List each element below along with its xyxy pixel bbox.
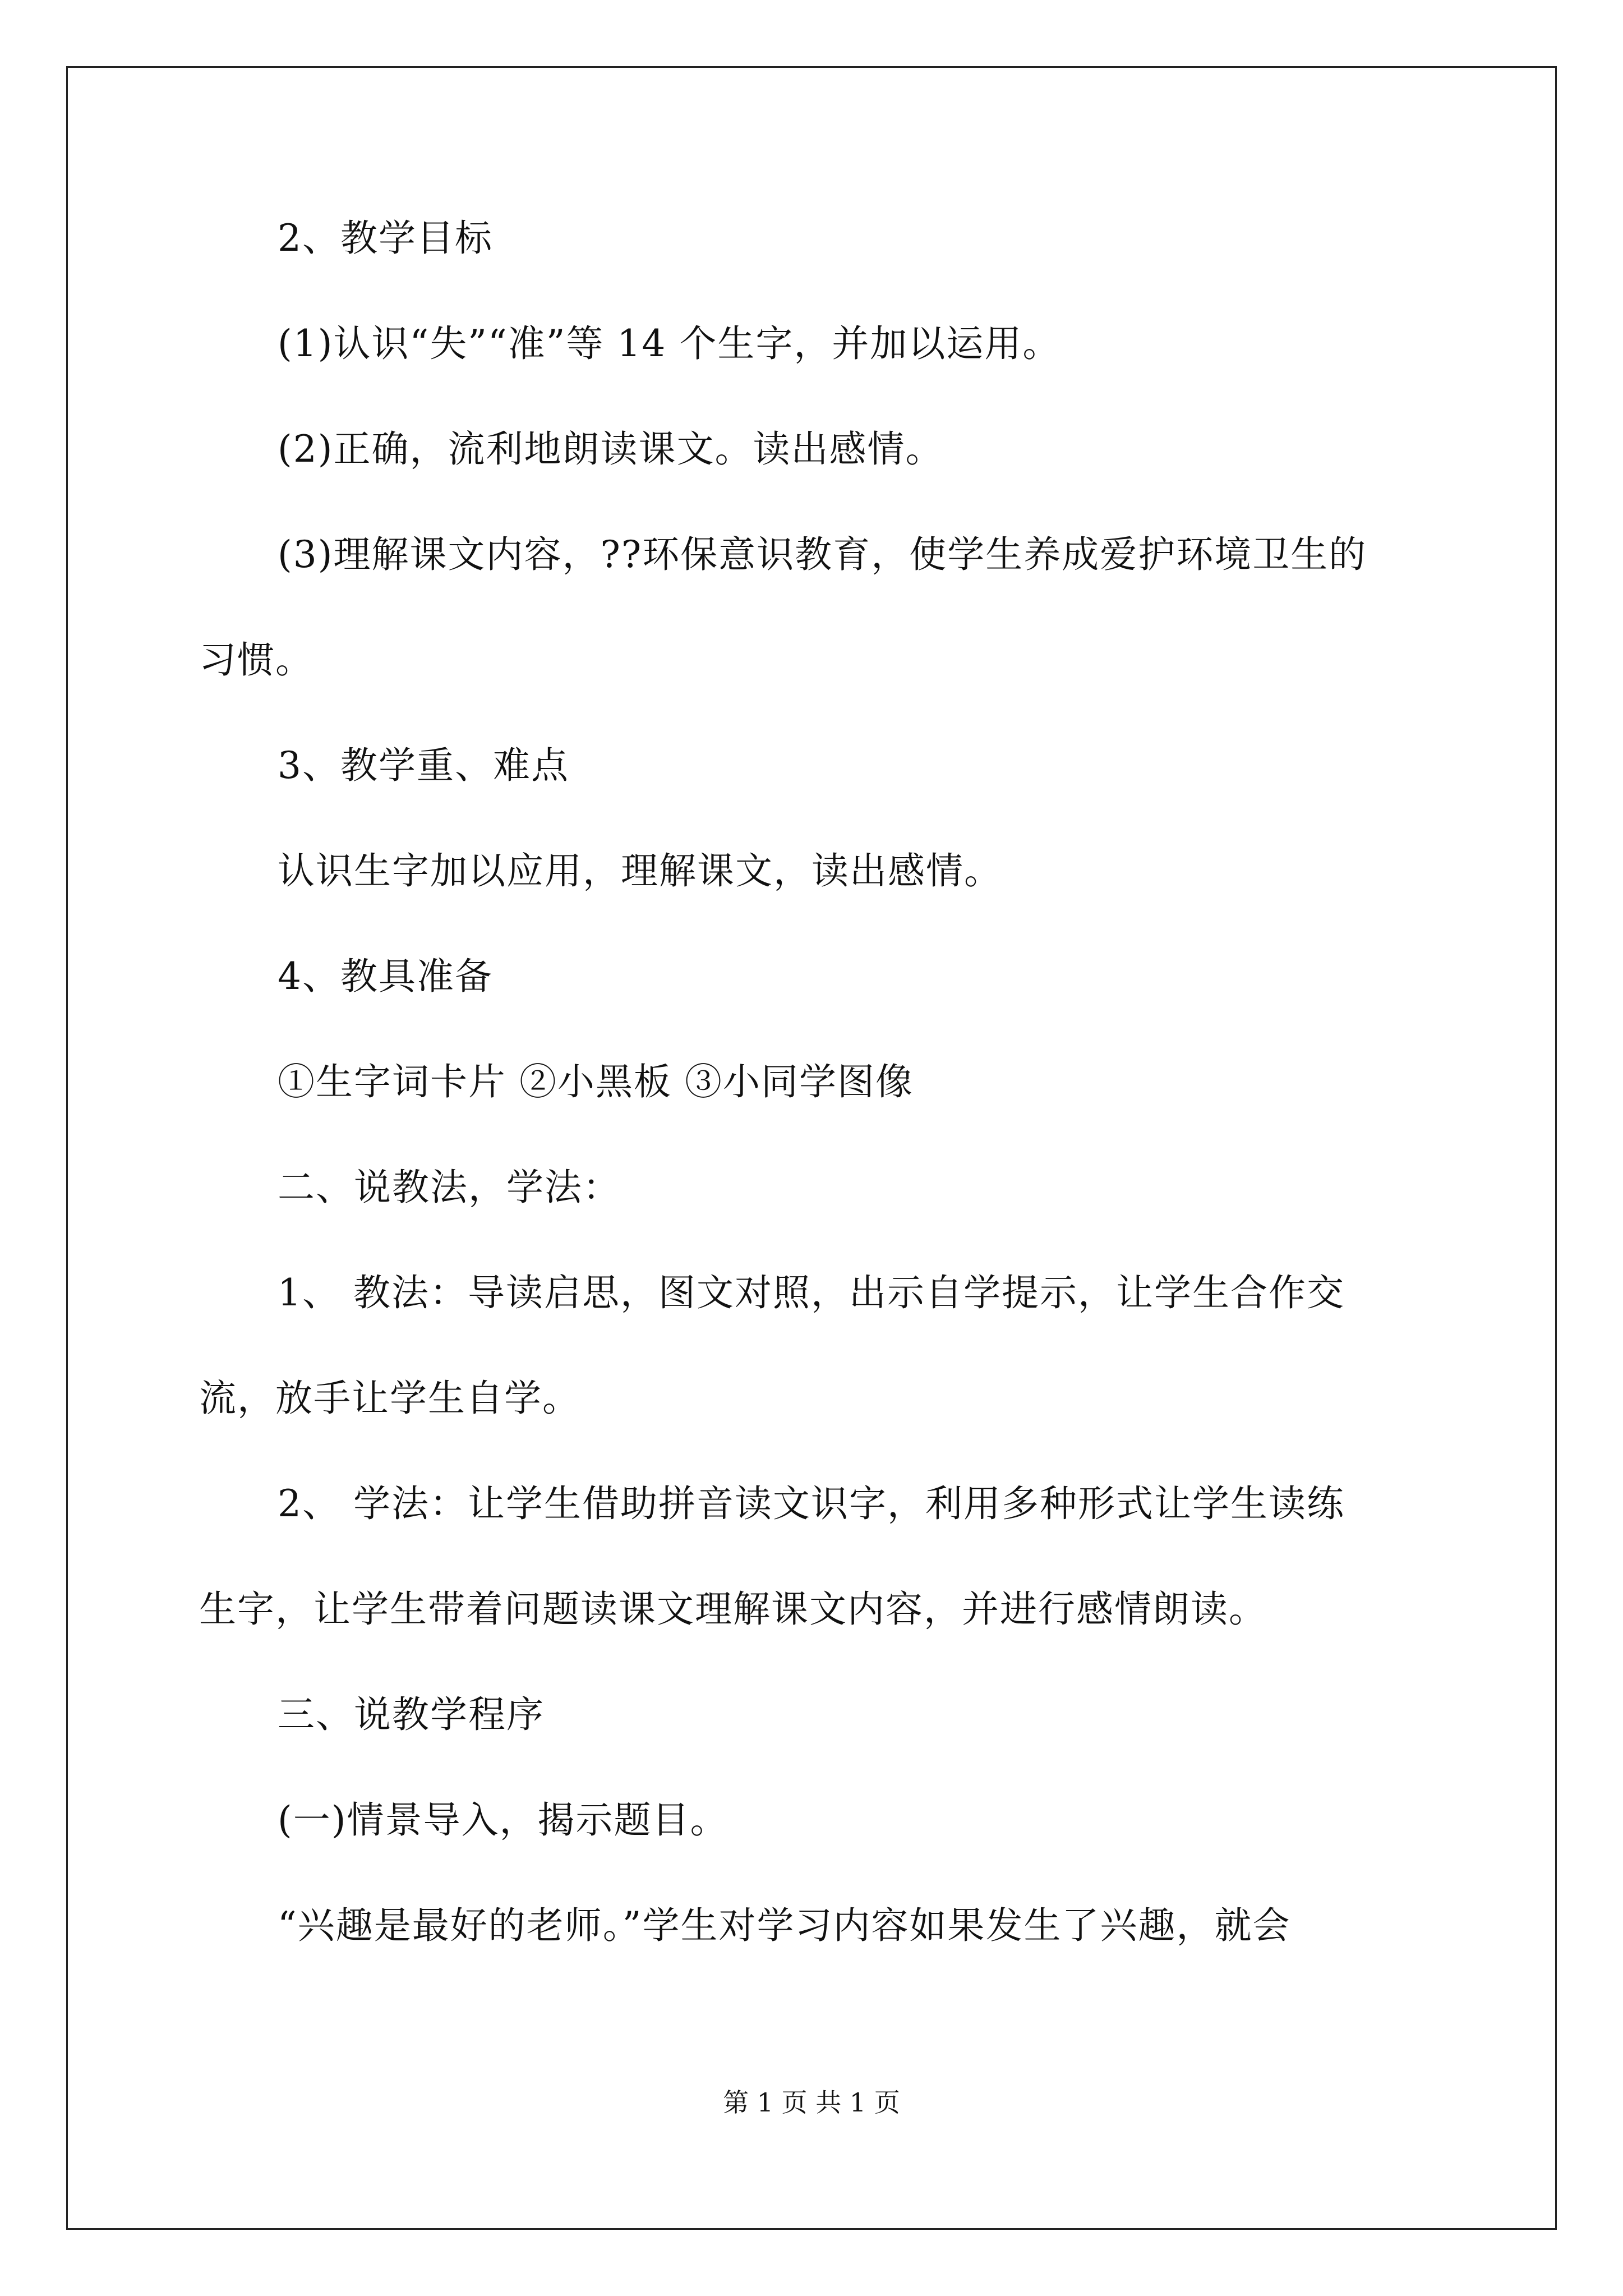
paragraph-learning-method: 2、 学法：让学生借助拼音读文识字，利用多种形式让学生读练 — [278, 1482, 1345, 1525]
heading-teaching-goals: 2、教学目标 — [278, 217, 493, 260]
paragraph-teaching-aids: ①生字词卡片 ②小黑板 ③小同学图像 — [278, 1060, 914, 1103]
paragraph-learning-method-continued: 生字，让学生带着问题读课文理解课文内容，并进行感情朗读。 — [199, 1588, 1267, 1631]
heading-key-points: 3、教学重、难点 — [278, 744, 569, 787]
paragraph-key-points: 认识生字加以应用，理解课文，读出感情。 — [278, 849, 1002, 892]
paragraph-teaching-method-continued: 流，放手让学生自学。 — [199, 1377, 580, 1420]
heading-methods: 二、说教法，学法： — [278, 1166, 621, 1209]
paragraph-goal-1: (1)认识“失”“准”等 14 个生字，并加以运用。 — [278, 322, 1061, 365]
heading-scenario-intro: (一)情景导入，揭示题目。 — [278, 1798, 728, 1842]
page-footer: 第 1 页 共 1 页 — [723, 2087, 900, 2118]
paragraph-goal-3-continued: 习惯。 — [199, 638, 313, 682]
paragraph-goal-2: (2)正确，流利地朗读课文。读出感情。 — [278, 427, 944, 471]
heading-teaching-aids: 4、教具准备 — [278, 955, 493, 998]
paragraph-interest-quote: “兴趣是最好的老师。”学生对学习内容如果发生了兴趣，就会 — [278, 1904, 1291, 1947]
paragraph-teaching-method: 1、 教法：导读启思，图文对照，出示自学提示，让学生合作交 — [278, 1271, 1345, 1314]
paragraph-goal-3: (3)理解课文内容，??环保意识教育，使学生养成爱护环境卫生的 — [278, 533, 1367, 576]
heading-teaching-procedure: 三、说教学程序 — [278, 1693, 545, 1736]
